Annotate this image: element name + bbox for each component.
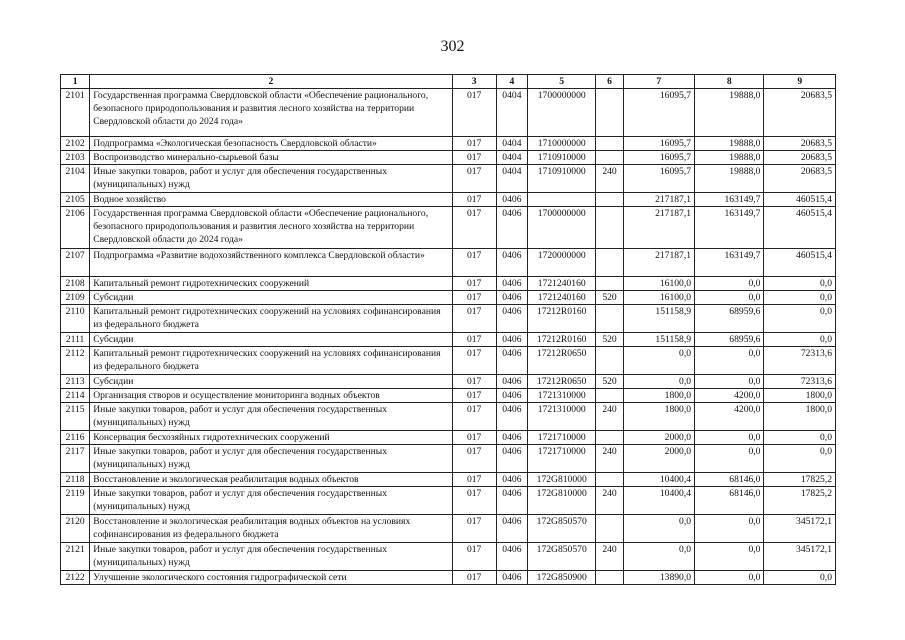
- row-section-code: 0406: [496, 193, 527, 207]
- row-ministry-code: 017: [452, 151, 496, 165]
- row-target-code: 1721310000: [527, 403, 595, 431]
- row-amount-col-8: 163149,7: [695, 193, 764, 207]
- row-amount-col-7: 2000,0: [623, 445, 694, 473]
- row-name: Водное хозяйство: [90, 193, 452, 207]
- row-name: Капитальный ремонт гидротехнических сооружений на условиях софинансирования из федерального бюджета: [90, 305, 452, 333]
- row-ministry-code: 017: [452, 431, 496, 445]
- row-expense-type: 240: [596, 487, 623, 515]
- table-row: [61, 403, 836, 431]
- row-expense-type: [596, 89, 623, 137]
- row-section-code: 0406: [496, 375, 527, 389]
- column-header: 9: [764, 75, 836, 89]
- row-amount-col-7: 217187,1: [623, 249, 694, 277]
- row-ministry-code: 017: [452, 277, 496, 291]
- row-name: Иные закупки товаров, работ и услуг для обеспечения государственных (муниципальных) нужд: [90, 165, 452, 193]
- row-section-code: 0406: [496, 445, 527, 473]
- row-section-code: 0406: [496, 431, 527, 445]
- row-amount-col-7: 2000,0: [623, 431, 694, 445]
- row-amount-col-8: 0,0: [695, 291, 764, 305]
- budget-table: [60, 74, 836, 585]
- row-ministry-code: 017: [452, 515, 496, 543]
- row-amount-col-8: 68959,6: [695, 305, 764, 333]
- row-expense-type: [596, 431, 623, 445]
- row-number: 2104: [61, 165, 90, 193]
- row-amount-col-9: 17825,2: [764, 487, 836, 515]
- row-amount-col-8: 0,0: [695, 277, 764, 291]
- row-amount-col-7: 10400,4: [623, 473, 694, 487]
- row-expense-type: [596, 277, 623, 291]
- row-number: 2112: [61, 347, 90, 375]
- row-ministry-code: 017: [452, 571, 496, 585]
- row-amount-col-7: 151158,9: [623, 305, 694, 333]
- row-amount-col-8: 0,0: [695, 431, 764, 445]
- row-amount-col-7: 0,0: [623, 543, 694, 571]
- row-amount-col-9: 17825,2: [764, 473, 836, 487]
- row-expense-type: 240: [596, 445, 623, 473]
- row-target-code: 172G850570: [527, 543, 595, 571]
- table-row: [61, 389, 836, 403]
- table-row: [61, 305, 836, 333]
- row-target-code: 1721710000: [527, 445, 595, 473]
- row-expense-type: 240: [596, 165, 623, 193]
- row-name: Субсидии: [90, 375, 452, 389]
- row-section-code: 0406: [496, 473, 527, 487]
- row-ministry-code: 017: [452, 445, 496, 473]
- row-amount-col-7: 0,0: [623, 347, 694, 375]
- row-amount-col-8: 0,0: [695, 515, 764, 543]
- row-ministry-code: 017: [452, 487, 496, 515]
- row-target-code: 1720000000: [527, 249, 595, 277]
- row-section-code: 0406: [496, 207, 527, 249]
- row-expense-type: [596, 347, 623, 375]
- row-amount-col-9: 460515,4: [764, 207, 836, 249]
- column-header: 1: [61, 75, 90, 89]
- column-header: 8: [695, 75, 764, 89]
- row-ministry-code: 017: [452, 249, 496, 277]
- row-number: 2114: [61, 389, 90, 403]
- row-number: 2116: [61, 431, 90, 445]
- row-number: 2106: [61, 207, 90, 249]
- row-amount-col-8: 68959,6: [695, 333, 764, 347]
- row-amount-col-8: 19888,0: [695, 151, 764, 165]
- row-ministry-code: 017: [452, 333, 496, 347]
- table-row: [61, 487, 836, 515]
- row-number: 2108: [61, 277, 90, 291]
- row-name: Капитальный ремонт гидротехнических сооружений на условиях софинансирования из федерального бюджета: [90, 347, 452, 375]
- row-amount-col-7: 16095,7: [623, 137, 694, 151]
- table-header-row: [61, 75, 836, 89]
- row-amount-col-7: 151158,9: [623, 333, 694, 347]
- row-amount-col-9: 20683,5: [764, 151, 836, 165]
- row-amount-col-8: 0,0: [695, 543, 764, 571]
- row-section-code: 0404: [496, 89, 527, 137]
- row-name: Иные закупки товаров, работ и услуг для обеспечения государственных (муниципальных) нужд: [90, 543, 452, 571]
- row-section-code: 0406: [496, 305, 527, 333]
- table-body: [61, 89, 836, 585]
- row-section-code: 0406: [496, 277, 527, 291]
- row-section-code: 0406: [496, 403, 527, 431]
- row-name: Иные закупки товаров, работ и услуг для обеспечения государственных (муниципальных) нужд: [90, 445, 452, 473]
- row-ministry-code: 017: [452, 403, 496, 431]
- row-number: 2102: [61, 137, 90, 151]
- row-amount-col-9: 0,0: [764, 333, 836, 347]
- row-expense-type: [596, 193, 623, 207]
- table-row: [61, 543, 836, 571]
- row-name: Иные закупки товаров, работ и услуг для обеспечения государственных (муниципальных) нужд: [90, 487, 452, 515]
- table-row: [61, 151, 836, 165]
- row-amount-col-7: 0,0: [623, 375, 694, 389]
- row-amount-col-9: 1800,0: [764, 403, 836, 431]
- row-amount-col-9: 0,0: [764, 431, 836, 445]
- row-target-code: 1721240160: [527, 277, 595, 291]
- row-expense-type: [596, 151, 623, 165]
- row-target-code: 172G850570: [527, 515, 595, 543]
- row-ministry-code: 017: [452, 347, 496, 375]
- row-target-code: 172G810000: [527, 487, 595, 515]
- row-amount-col-8: 0,0: [695, 347, 764, 375]
- row-name: Консервация бесхозяйных гидротехнических сооружений: [90, 431, 452, 445]
- row-number: 2120: [61, 515, 90, 543]
- row-ministry-code: 017: [452, 389, 496, 403]
- page-number: 302: [440, 38, 465, 55]
- row-amount-col-9: 460515,4: [764, 249, 836, 277]
- row-amount-col-9: 1800,0: [764, 389, 836, 403]
- row-ministry-code: 017: [452, 473, 496, 487]
- row-amount-col-9: 0,0: [764, 277, 836, 291]
- row-expense-type: 240: [596, 543, 623, 571]
- row-amount-col-8: 163149,7: [695, 249, 764, 277]
- column-header: 4: [496, 75, 527, 89]
- table-row: [61, 277, 836, 291]
- row-amount-col-7: 217187,1: [623, 193, 694, 207]
- row-name: Капитальный ремонт гидротехнических сооружений: [90, 277, 452, 291]
- row-section-code: 0406: [496, 291, 527, 305]
- row-expense-type: 520: [596, 375, 623, 389]
- row-name: Воспроизводство минерально-сырьевой базы: [90, 151, 452, 165]
- row-amount-col-9: 460515,4: [764, 193, 836, 207]
- row-amount-col-7: 1800,0: [623, 389, 694, 403]
- row-ministry-code: 017: [452, 165, 496, 193]
- row-section-code: 0404: [496, 165, 527, 193]
- column-header: 5: [527, 75, 595, 89]
- row-name: Восстановление и экологическая реабилитация водных объектов: [90, 473, 452, 487]
- row-amount-col-8: 163149,7: [695, 207, 764, 249]
- table-row: [61, 207, 836, 249]
- row-number: 2111: [61, 333, 90, 347]
- row-amount-col-7: 16095,7: [623, 151, 694, 165]
- row-amount-col-7: 10400,4: [623, 487, 694, 515]
- row-number: 2109: [61, 291, 90, 305]
- row-ministry-code: 017: [452, 543, 496, 571]
- row-name: Восстановление и экологическая реабилитация водных объектов на условиях софинансирования из федерального бюджета: [90, 515, 452, 543]
- row-expense-type: [596, 207, 623, 249]
- row-target-code: 1700000000: [527, 207, 595, 249]
- table-row: [61, 375, 836, 389]
- row-section-code: 0406: [496, 571, 527, 585]
- row-amount-col-8: 0,0: [695, 571, 764, 585]
- row-amount-col-9: 0,0: [764, 305, 836, 333]
- row-target-code: 1710910000: [527, 165, 595, 193]
- row-name: Иные закупки товаров, работ и услуг для обеспечения государственных (муниципальных) нужд: [90, 403, 452, 431]
- row-amount-col-8: 68146,0: [695, 473, 764, 487]
- table-row: [61, 445, 836, 473]
- row-ministry-code: 017: [452, 207, 496, 249]
- table-row: [61, 333, 836, 347]
- row-expense-type: [596, 305, 623, 333]
- row-amount-col-8: 19888,0: [695, 137, 764, 151]
- row-amount-col-9: 0,0: [764, 571, 836, 585]
- row-amount-col-7: 16100,0: [623, 277, 694, 291]
- row-amount-col-8: 68146,0: [695, 487, 764, 515]
- table-row: [61, 431, 836, 445]
- row-target-code: 1721710000: [527, 431, 595, 445]
- row-section-code: 0406: [496, 333, 527, 347]
- row-ministry-code: 017: [452, 305, 496, 333]
- row-amount-col-9: 0,0: [764, 445, 836, 473]
- row-number: 2118: [61, 473, 90, 487]
- row-amount-col-7: 0,0: [623, 515, 694, 543]
- row-amount-col-9: 20683,5: [764, 89, 836, 137]
- row-amount-col-7: 16095,7: [623, 89, 694, 137]
- row-section-code: 0406: [496, 389, 527, 403]
- row-section-code: 0406: [496, 347, 527, 375]
- row-target-code: 17212R0650: [527, 375, 595, 389]
- table-row: [61, 291, 836, 305]
- table-row: [61, 193, 836, 207]
- row-name: Субсидии: [90, 291, 452, 305]
- row-ministry-code: 017: [452, 137, 496, 151]
- row-section-code: 0406: [496, 487, 527, 515]
- row-number: 2101: [61, 89, 90, 137]
- row-amount-col-9: 72313,6: [764, 375, 836, 389]
- table-row: [61, 571, 836, 585]
- table-row: [61, 473, 836, 487]
- row-number: 2122: [61, 571, 90, 585]
- row-amount-col-7: 16095,7: [623, 165, 694, 193]
- row-target-code: 1721240160: [527, 291, 595, 305]
- row-name: Подпрограмма «Развитие водохозяйственного комплекса Свердловской области»: [90, 249, 452, 277]
- row-number: 2115: [61, 403, 90, 431]
- row-amount-col-9: 72313,6: [764, 347, 836, 375]
- column-header: 7: [623, 75, 694, 89]
- row-amount-col-7: 13890,0: [623, 571, 694, 585]
- row-name: Подпрограмма «Экологическая безопасность Свердловской области»: [90, 137, 452, 151]
- row-target-code: 17212R0160: [527, 333, 595, 347]
- row-section-code: 0406: [496, 543, 527, 571]
- row-amount-col-8: 19888,0: [695, 89, 764, 137]
- row-target-code: 1710910000: [527, 151, 595, 165]
- row-amount-col-8: 4200,0: [695, 403, 764, 431]
- table-row: [61, 165, 836, 193]
- row-amount-col-9: 345172,1: [764, 543, 836, 571]
- row-amount-col-9: 20683,5: [764, 165, 836, 193]
- table-row: [61, 347, 836, 375]
- row-amount-col-8: 4200,0: [695, 389, 764, 403]
- row-amount-col-7: 217187,1: [623, 207, 694, 249]
- row-target-code: 17212R0160: [527, 305, 595, 333]
- row-number: 2103: [61, 151, 90, 165]
- row-target-code: [527, 193, 595, 207]
- row-number: 2107: [61, 249, 90, 277]
- row-amount-col-9: 0,0: [764, 291, 836, 305]
- row-number: 2113: [61, 375, 90, 389]
- table-row: [61, 249, 836, 277]
- row-expense-type: 520: [596, 333, 623, 347]
- row-amount-col-8: 19888,0: [695, 165, 764, 193]
- row-amount-col-8: 0,0: [695, 445, 764, 473]
- row-target-code: 17212R0650: [527, 347, 595, 375]
- row-target-code: 1700000000: [527, 89, 595, 137]
- row-section-code: 0404: [496, 151, 527, 165]
- row-amount-col-9: 20683,5: [764, 137, 836, 151]
- row-ministry-code: 017: [452, 193, 496, 207]
- row-name: Государственная программа Свердловской области «Обеспечение рационального, безопасного природопользования и развития лесного хозяйства на территории Свердловской области до 2024 года»: [90, 89, 452, 137]
- row-name: Улучшение экологического состояния гидрографической сети: [90, 571, 452, 585]
- row-name: Государственная программа Свердловской области «Обеспечение рационального, безопасного природопользования и развития лесного хозяйства на территории Свердловской области до 2024 года»: [90, 207, 452, 249]
- table-row: [61, 137, 836, 151]
- row-expense-type: [596, 389, 623, 403]
- row-number: 2105: [61, 193, 90, 207]
- row-number: 2119: [61, 487, 90, 515]
- column-header: 2: [90, 75, 452, 89]
- row-ministry-code: 017: [452, 89, 496, 137]
- row-ministry-code: 017: [452, 375, 496, 389]
- row-expense-type: 520: [596, 291, 623, 305]
- row-expense-type: [596, 571, 623, 585]
- row-section-code: 0404: [496, 137, 527, 151]
- column-header: 6: [596, 75, 623, 89]
- row-amount-col-9: 345172,1: [764, 515, 836, 543]
- table-row: [61, 89, 836, 137]
- table-row: [61, 515, 836, 543]
- row-target-code: 1721310000: [527, 389, 595, 403]
- row-expense-type: [596, 249, 623, 277]
- row-expense-type: [596, 515, 623, 543]
- row-amount-col-8: 0,0: [695, 375, 764, 389]
- row-expense-type: [596, 137, 623, 151]
- row-number: 2121: [61, 543, 90, 571]
- row-amount-col-7: 16100,0: [623, 291, 694, 305]
- row-target-code: 172G810000: [527, 473, 595, 487]
- row-expense-type: [596, 473, 623, 487]
- row-number: 2117: [61, 445, 90, 473]
- row-name: Организация створов и осуществление мониторинга водных объектов: [90, 389, 452, 403]
- row-target-code: 1710000000: [527, 137, 595, 151]
- row-number: 2110: [61, 305, 90, 333]
- row-name: Субсидии: [90, 333, 452, 347]
- row-target-code: 172G850900: [527, 571, 595, 585]
- row-expense-type: 240: [596, 403, 623, 431]
- row-section-code: 0406: [496, 515, 527, 543]
- column-header: 3: [452, 75, 496, 89]
- row-ministry-code: 017: [452, 291, 496, 305]
- row-section-code: 0406: [496, 249, 527, 277]
- row-amount-col-7: 1800,0: [623, 403, 694, 431]
